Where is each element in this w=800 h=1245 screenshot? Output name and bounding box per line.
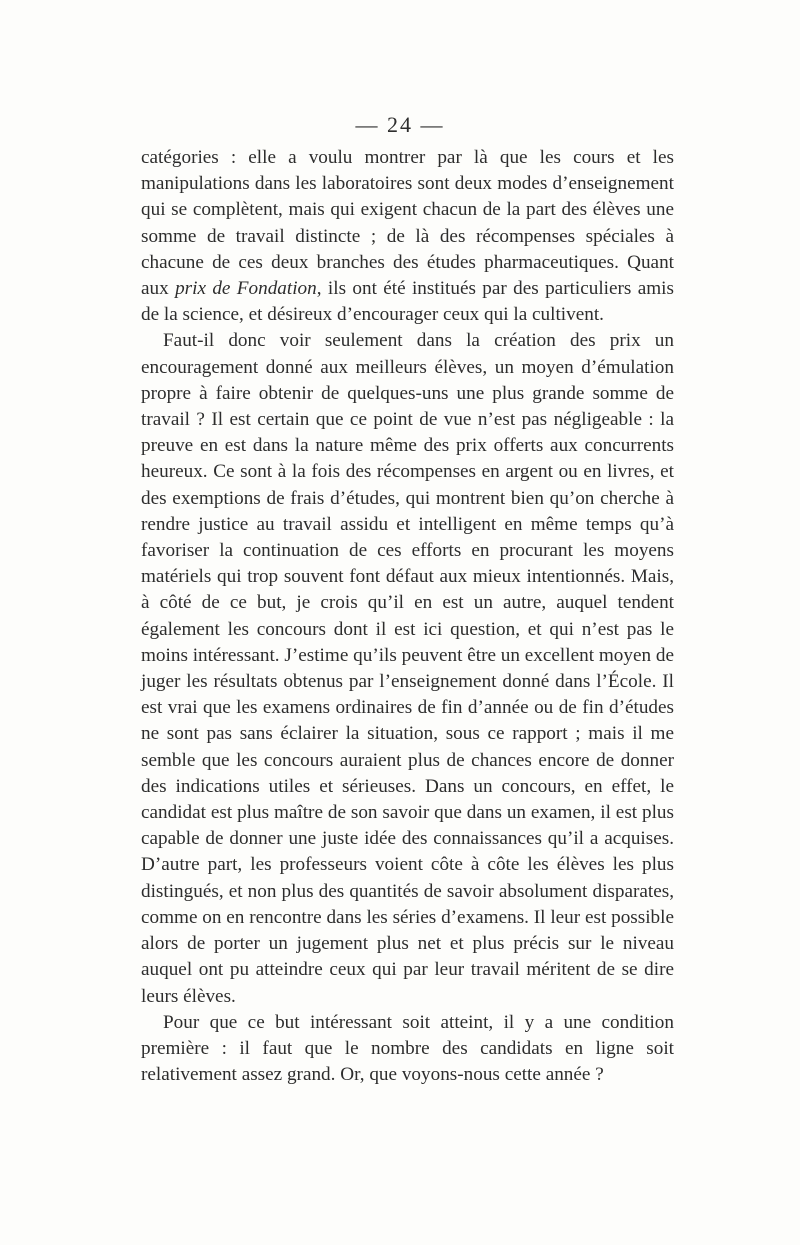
body-text: [141, 145, 674, 1088]
paragraph-1-italic: prix de Fondation: [175, 278, 317, 300]
paragraph-1-text-b: , ils ont été institués par des particuliers amis de la science, et désireux d’encourager ceux qui la cultivent.: [141, 278, 674, 326]
paragraph-1: [141, 145, 674, 328]
paragraph-1-text-a: catégories : elle a voulu montrer par là que les cours et les manipulations dans les laboratoires sont deux modes d’enseignement qui se complètent, mais qui exigent chacun de la part des élèves une somme de travail distincte ; de là des récompenses spéciales à chacune de ces deux branches des études pharmaceutiques. Quant aux: [141, 147, 674, 300]
paragraph-3: Pour que ce but intéressant soit atteint, il y a une condition première : il faut que le nombre des candidats en ligne soit relativement assez grand. Or, que voyons-nous cette année ?: [141, 1011, 674, 1086]
page-number: — 24 —: [355, 112, 445, 137]
paragraph-2: Faut-il donc voir seulement dans la création des prix un encouragement donné aux meilleurs élèves, un moyen d’émulation propre à faire obtenir de quelques-uns une plus grande somme de travail ? Il est certain que ce point de vue n’est pas négligeable : la preuve en est dans la nature même des prix offerts aux concurrents heureux. Ce sont à la fois des récompenses en argent ou en livres, et des exemptions de frais d’études, qui montrent bien qu’on cherche à rendre justice au travail assidu et intelligent en même temps qu’à favoriser la continuation de ces efforts en procurant les moyens matériels qui trop souvent font défaut aux mieux intentionnés. Mais, à côté de ce but, je crois qu’il en est un autre, auquel tendent également les concours dont il est ici question, et qui n’est pas le moins intéressant. J’estime qu’ils peuvent être un excellent moyen de juger les résultats obtenus par l’enseignement donné dans l’École. Il est vrai que les examens ordinaires de fin d’année ou de fin d’études ne sont pas sans éclairer la situation, sous ce rapport ; mais il me semble que les concours auraient plus de chances encore de donner des indications utiles et sérieuses. Dans un concours, en effet, le candidat est plus maître de son savoir que dans un examen, il est plus capable de donner une juste idée des connaissances qu’il a acquises. D’autre part, les professeurs voient côte à côte les élèves les plus distingués, et non plus des quantités de savoir absolument disparates, comme on en rencontre dans les séries d’examens. Il leur est possible alors de porter un jugement plus net et plus précis sur le niveau auquel ont pu atteindre ceux qui par leur travail méritent de se dire leurs élèves.: [141, 330, 674, 1007]
